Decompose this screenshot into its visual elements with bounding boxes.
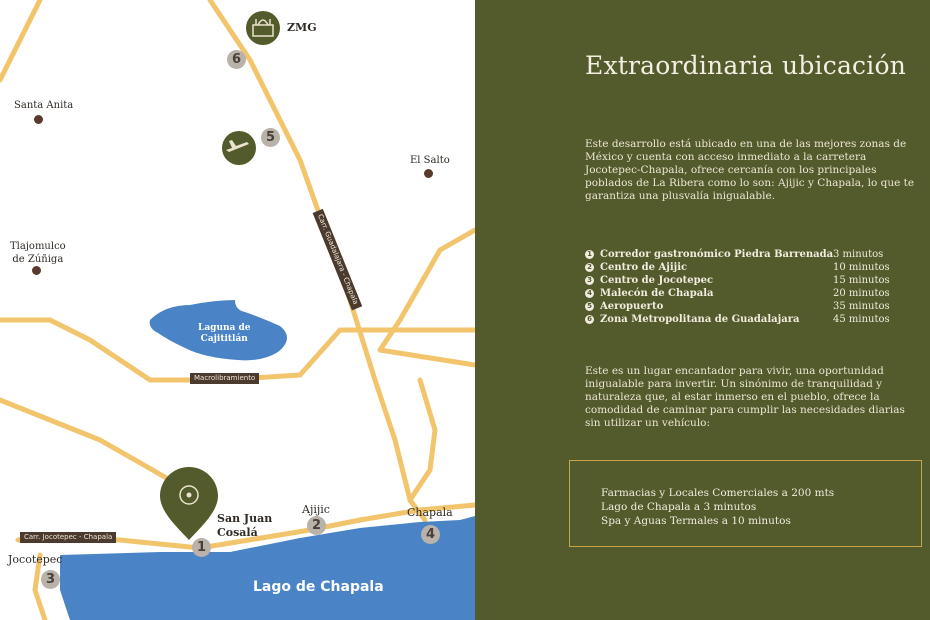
- cathedral-icon: [246, 11, 280, 45]
- dot-santa-anita: [34, 115, 43, 124]
- road-northwest: [0, 0, 40, 80]
- badge-4: 4: [421, 525, 440, 544]
- highlights-box: [569, 460, 922, 547]
- distance-place: Centro de Jocotepec: [600, 275, 714, 286]
- place-ajijic: Ajijic: [302, 503, 330, 516]
- badge-1: 1: [192, 538, 211, 557]
- distance-row: [585, 274, 905, 287]
- highlight-item: Spa y Aguas Termales a 10 minutos: [601, 515, 791, 527]
- airplane-icon: [222, 131, 256, 165]
- place-chapala: Chapala: [407, 506, 453, 519]
- distance-time: 15 minutos: [833, 275, 890, 286]
- road-label-macrolibramiento: Macrolibramiento: [190, 373, 259, 384]
- distance-number: 4: [585, 289, 594, 298]
- dot-el-salto: [424, 169, 433, 178]
- road-guadalajara-chapala: [210, 0, 425, 520]
- distance-place: Centro de Ajijic: [600, 262, 688, 273]
- distance-number: 1: [585, 250, 594, 259]
- distance-row: [585, 313, 905, 326]
- distance-time: 10 minutos: [833, 262, 890, 273]
- development-pin: [160, 467, 218, 540]
- highlight-item: Farmacias y Locales Comerciales a 200 mts: [601, 487, 835, 499]
- distance-number: 5: [585, 302, 594, 311]
- place-santa-anita: Santa Anita: [14, 100, 74, 111]
- road-label-jocotepec-chapala: Carr. Jocotepec - Chapala: [20, 532, 116, 543]
- distance-number: 3: [585, 276, 594, 285]
- distance-number: 2: [585, 263, 594, 272]
- place-san-juan: San Juan Cosalá: [217, 512, 273, 539]
- distance-time: 20 minutos: [833, 288, 890, 299]
- distance-place: Zona Metropolitana de Guadalajara: [600, 314, 800, 325]
- closing-paragraph: Este es un lugar encantador para vivir, una oportunidad inigualable para invertir. Un sinónimo de tranquilidad y naturaleza que, al estar inmerso en el pueblo, ofrece la comodidad de caminar para cumplir las necesidades diarias sin utilizar un vehículo:: [585, 365, 905, 429]
- distance-row: [585, 261, 905, 274]
- place-tlajomulco: Tlajomulco de Zúñiga: [10, 241, 66, 265]
- place-jocotepec: Jocotepec: [8, 553, 63, 566]
- distance-row: [585, 248, 905, 261]
- distance-row: [585, 287, 905, 300]
- highlight-item: Lago de Chapala a 3 minutos: [601, 501, 757, 513]
- badge-5: 5: [261, 128, 280, 147]
- distance-time: 3 minutos: [833, 249, 884, 260]
- road-label-guadalajara-chapala: Carr. Guadalajara - Chapala: [313, 209, 362, 310]
- badge-3: 3: [41, 570, 60, 589]
- place-zmg: ZMG: [287, 21, 317, 34]
- place-lago-chapala: Lago de Chapala: [253, 579, 384, 595]
- dot-tlajomulco: [32, 266, 41, 275]
- road-chapala-north: [410, 380, 435, 500]
- badge-6: 6: [227, 50, 246, 69]
- place-el-salto: El Salto: [410, 155, 450, 166]
- distance-place: Corredor gastronómico Piedra Barrenada: [600, 249, 834, 260]
- distance-time: 45 minutos: [833, 314, 890, 325]
- road-east: [380, 230, 475, 365]
- distance-number: 6: [585, 315, 594, 324]
- distance-place: Aeropuerto: [600, 301, 664, 312]
- road-south-branch: [0, 400, 175, 520]
- panel-title: Extraordinaria ubicación: [585, 51, 907, 80]
- distance-place: Malecón de Chapala: [600, 288, 714, 299]
- badge-2: 2: [307, 516, 326, 535]
- place-laguna: Laguna de Cajititlán: [198, 323, 251, 344]
- distance-row: [585, 300, 905, 313]
- distance-time: 35 minutos: [833, 301, 890, 312]
- intro-paragraph: Este desarrollo está ubicado en una de las mejores zonas de México y cuenta con acceso inmediato a la carretera Jocotepec-Chapala, ofrece cercanía con los principales poblados de La Ribera como lo son: Ajijic y Chapala, lo que te garantiza una plusvalía inigualable.: [585, 138, 915, 202]
